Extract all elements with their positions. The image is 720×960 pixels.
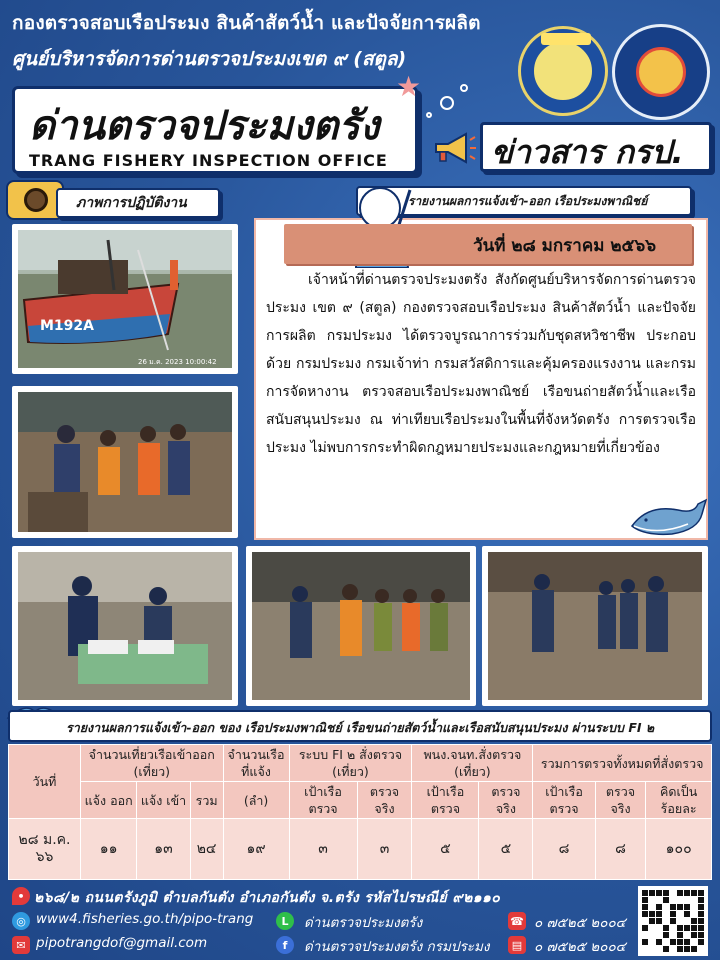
cell-in: ๑๓ xyxy=(137,819,190,880)
report-body xyxy=(266,266,696,462)
cell-off-target: ๕ xyxy=(412,819,479,880)
col-officer-header: พนง.จนท.สั่งตรวจ (เที่ยว) xyxy=(412,745,533,782)
table-title-bar xyxy=(8,710,712,742)
boat-registration: M192A xyxy=(40,318,94,334)
footer-fax: ๐ ๗๕๒๕ ๒๐๐๔ xyxy=(534,939,626,955)
bubble-decoration xyxy=(440,96,454,110)
photo-officers-image xyxy=(488,552,702,700)
report-section-text: รายงานผลการแจ้งเข้า-ออก เรือประมงพาณิชย์ xyxy=(408,193,648,208)
report-date-tag xyxy=(284,224,692,264)
footer-address: ๒๖๘/๒ ถนนตรังภูมิ ตำบลกันตัง อำเภอกันตัง จ.ตรัง รหัสไปรษณีย์ ๙๒๑๑๐ xyxy=(34,890,501,906)
sub-percent-header: คิดเป็น ร้อยละ xyxy=(646,782,712,819)
office-title-thai: ด่านตรวจประมงตรัง xyxy=(29,103,380,149)
starfish-icon: ★ xyxy=(396,70,422,103)
sub-out-header: แจ้ง ออก xyxy=(81,782,137,819)
bubble-decoration xyxy=(460,84,468,92)
photo-fishing-boat-image xyxy=(18,230,232,368)
report-table-grid xyxy=(8,744,712,880)
sub-unit-header: (ลำ) xyxy=(223,782,289,819)
col-trips-header: จำนวนเที่ยวเรือเข้าออก (เที่ยว) xyxy=(81,745,224,782)
news-label: ข่าวสาร กรป. xyxy=(491,133,684,171)
line-icon: L xyxy=(276,912,294,930)
sub-tot-actual-header: ตรวจ จริง xyxy=(595,782,646,819)
photo-inspection-team xyxy=(12,386,238,538)
photos-section-text: ภาพการปฏิบัติงาน xyxy=(76,195,187,211)
crew-check-illustration xyxy=(252,552,470,700)
footer-phone[interactable]: ๐ ๗๕๒๕ ๒๐๐๔ xyxy=(534,915,626,931)
footer-website[interactable]: www4.fisheries.go.th/pipo-trang xyxy=(36,911,254,927)
cell-sum: ๒๔ xyxy=(190,819,223,880)
sub-off-target-header: เป้าเรือ ตรวจ xyxy=(412,782,479,819)
report-table xyxy=(8,744,712,880)
phone-icon: ☎ xyxy=(508,912,526,930)
table-subheader-row xyxy=(9,782,712,819)
photos-section-label xyxy=(56,188,220,218)
col-total-header: รวมการตรวจทั้งหมดที่สั่งตรวจ xyxy=(533,745,712,782)
document-check-illustration xyxy=(18,552,232,700)
cell-boats: ๑๙ xyxy=(223,819,289,880)
fisheries-department-logo xyxy=(518,26,608,116)
whale-icon xyxy=(628,496,708,540)
officers-illustration xyxy=(488,552,702,700)
logo-emblem-icon xyxy=(532,40,594,102)
photo-crew-check xyxy=(246,546,476,706)
cell-tot-target: ๘ xyxy=(533,819,595,880)
footer-email[interactable]: pipotrangdof@gmail.com xyxy=(36,935,208,951)
col-fi2-header: ระบบ FI ๒ สั่งตรวจ (เที่ยว) xyxy=(289,745,412,782)
report-date: วันที่ ๒๘ มกราคม ๒๕๖๖ xyxy=(473,236,656,256)
cell-fi2-target: ๓ xyxy=(289,819,357,880)
sub-in-header: แจ้ง เข้า xyxy=(137,782,190,819)
logo-ribbon xyxy=(541,33,591,45)
cell-fi2-actual: ๓ xyxy=(357,819,412,880)
photo-inspection-team-image xyxy=(18,392,232,532)
contact-footer xyxy=(0,884,720,960)
email-icon: ✉ xyxy=(12,936,30,954)
office-title-english: TRANG FISHERY INSPECTION OFFICE xyxy=(29,151,388,170)
photo-timestamp: 26 ม.ค. 2023 10:00:42 xyxy=(138,358,217,366)
sub-tot-target-header: เป้าเรือ ตรวจ xyxy=(533,782,595,819)
col-boats-header: จำนวนเรือ ที่แจ้ง xyxy=(223,745,289,782)
footer-line[interactable]: ด่านตรวจประมงตรัง xyxy=(304,915,423,931)
photo-document-check-image xyxy=(18,552,232,700)
table-title: รายงานผลการแจ้งเข้า-ออก ของ เรือประมงพาณิชย์ เรือขนถ่ายสัตว์น้ำและเรือสนับสนุนประมง ผ่านระบบ FI ๒ xyxy=(66,720,655,735)
cell-percent: ๑๐๐ xyxy=(646,819,712,880)
fishery-inspection-logo xyxy=(612,24,710,120)
location-pin-icon: • xyxy=(12,887,30,905)
photo-document-check xyxy=(12,546,238,706)
cell-tot-actual: ๘ xyxy=(595,819,646,880)
center-name: ศูนย์บริหารจัดการด่านตรวจประมงเขต ๙ (สตูล) xyxy=(12,48,407,70)
report-body-text: เจ้าหน้าที่ด่านตรวจประมงตรัง สังกัดศูนย์บริหารจัดการด่านตรวจประมง เขต ๙ (สตูล) กองตรวจสอบเรือประมง สินค้าสัตว์น้ำ และปัจจัยการผลิต กรมประมง ได้ตรวจบูรณาการร่วมกับชุดสหวิชาชีพ ประกอบด้วย กรมประมง กรมเจ้าท่า กรมสวัสดิการและคุ้มครองแรงงาน และกรมการจัดหางาน ตรวจสอบเรือประมงพาณิชย์ เรือขนถ่ายสัตว์น้ำและเรือสนับสนุนประมง ณ ท่าเทียบเรือประมงในพื้นที่จังหวัดตรัง การตรวจเรือประมง ไม่พบการกระทำผิดกฎหมายประมงและกฎหมายที่เกี่ยวข้อง xyxy=(266,272,696,456)
inspection-emblem-icon xyxy=(636,47,686,97)
bubble-decoration xyxy=(426,112,432,118)
photo-fishing-boat xyxy=(12,224,238,374)
inspection-team-illustration xyxy=(18,392,232,532)
facebook-icon: f xyxy=(276,936,294,954)
table-row xyxy=(9,819,712,880)
col-date-header: วันที่ xyxy=(9,745,81,819)
qr-code[interactable] xyxy=(638,886,708,956)
sub-fi2-target-header: เป้าเรือ ตรวจ xyxy=(289,782,357,819)
table-header-row xyxy=(9,745,712,782)
globe-icon: ◎ xyxy=(12,912,30,930)
megaphone-icon xyxy=(432,132,476,164)
sub-fi2-actual-header: ตรวจ จริง xyxy=(357,782,412,819)
cell-date: ๒๘ ม.ค. ๖๖ xyxy=(9,819,81,880)
office-title-box xyxy=(12,86,418,174)
qr-code-pattern xyxy=(642,890,704,952)
sub-off-actual-header: ตรวจ จริง xyxy=(479,782,533,819)
cell-off-actual: ๕ xyxy=(479,819,533,880)
news-label-box xyxy=(480,122,712,172)
photo-officers xyxy=(482,546,708,706)
sub-sum-header: รวม xyxy=(190,782,223,819)
fax-icon: ▤ xyxy=(508,936,526,954)
photo-crew-check-image xyxy=(252,552,470,700)
fishing-boat-illustration xyxy=(18,230,232,368)
footer-facebook[interactable]: ด่านตรวจประมงตรัง กรมประมง xyxy=(304,939,490,955)
cell-out: ๑๑ xyxy=(81,819,137,880)
department-name: กองตรวจสอบเรือประมง สินค้าสัตว์น้ำ และปัจจัยการผลิต xyxy=(12,12,481,34)
